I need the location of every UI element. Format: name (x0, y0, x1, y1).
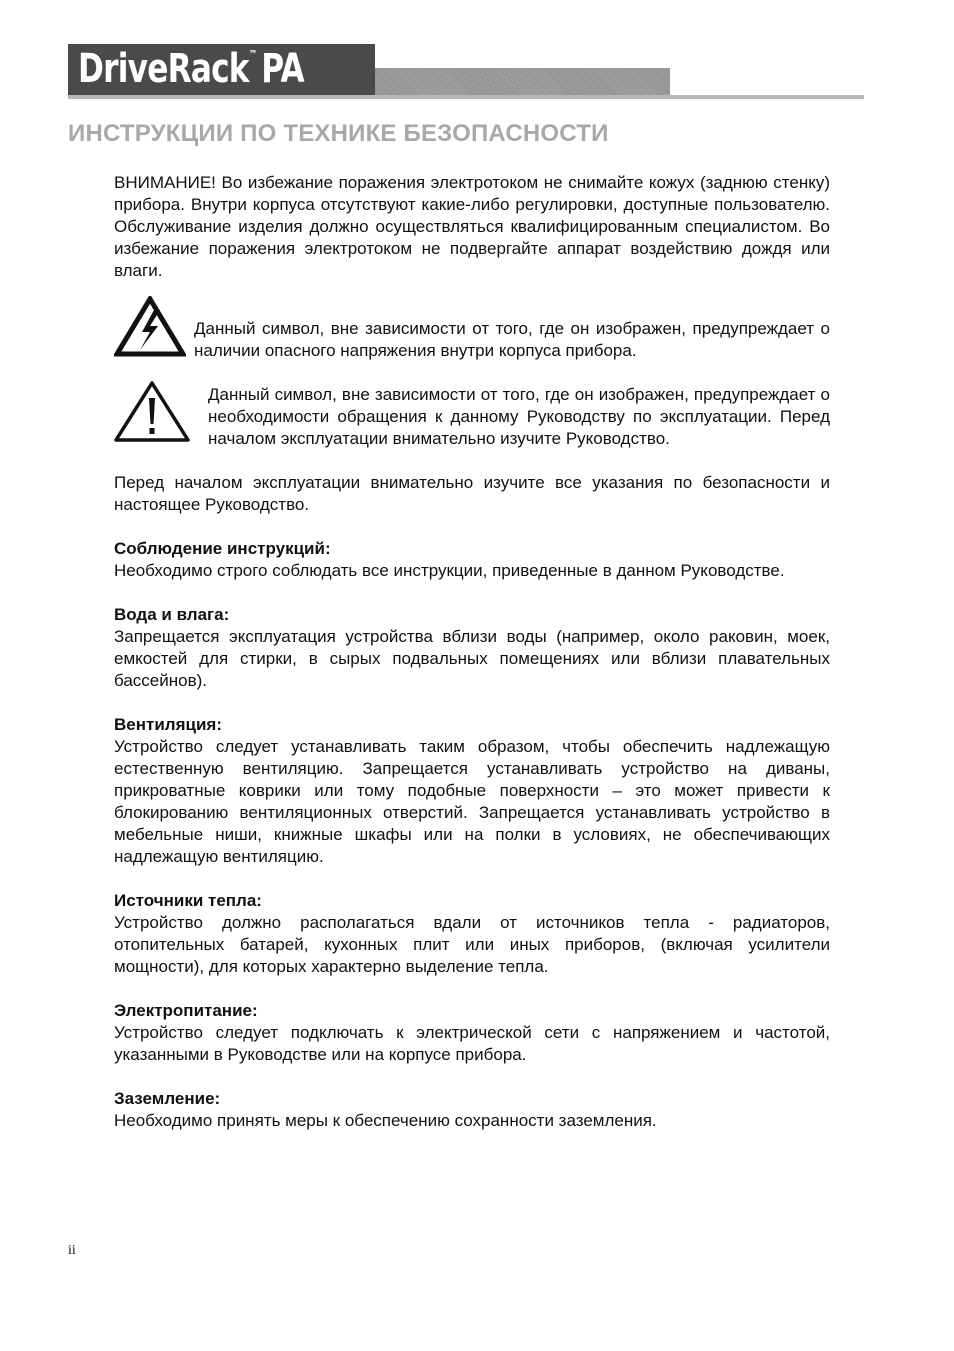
section-heading: Источники тепла: (114, 891, 262, 910)
manual-symbol-block (114, 384, 830, 450)
section-heading: Вентиляция: (114, 715, 222, 734)
section-heading: Вода и влага: (114, 605, 230, 624)
manual-symbol-text: Данный символ, вне зависимости от того, где он изображен, предупреждает о необходимости обращения к данному Руководству по эксплуатации. Перед началом эксплуатации внимательно изучите Руководство. (208, 385, 830, 448)
lightning-warning-icon (114, 296, 186, 358)
section-text: Устройство следует подключать к электрической сети с напряжением и частотой, указанными в Руководстве или на корпусе прибора. (114, 1023, 830, 1064)
banner-stripe (375, 68, 670, 95)
section-grounding (114, 1088, 830, 1132)
section-water (114, 604, 830, 692)
section-text: Устройство следует устанавливать таким образом, чтобы обеспечить надлежащую естественную вентиляцию. Запрещается устанавливать устройство на диваны, прикроватные коврики или тому подобные поверхности – это может привести к блокированию вентиляционных отверстий. Запрещается устанавливать устройство в мебельные ниши, книжные шкафы или на полки в условиях, не обеспечивающих надлежащую вентиляцию. (114, 737, 830, 866)
voltage-symbol-block (114, 304, 830, 362)
header-banner (68, 44, 864, 100)
intro-paragraph: Перед началом эксплуатации внимательно изучите все указания по безопасности и настоящее Руководство. (114, 473, 830, 514)
section-text: Запрещается эксплуатация устройства вблизи воды (например, около раковин, моек, емкостей для стирки, в сырых подвальных помещениях или вблизи плавательных бассейнов). (114, 627, 830, 690)
page-title: ИНСТРУКЦИИ ПО ТЕХНИКЕ БЕЗОПАСНОСТИ (68, 120, 609, 147)
exclamation-warning-icon (114, 380, 192, 444)
section-heading: Электропитание: (114, 1001, 258, 1020)
section-text: Необходимо строго соблюдать все инструкции, приведенные в данном Руководстве. (114, 561, 785, 580)
section-heat (114, 890, 830, 978)
banner-underline (68, 95, 864, 99)
page-number: ii (68, 1243, 76, 1258)
main-content (114, 172, 830, 1132)
section-heading: Заземление: (114, 1089, 221, 1108)
logo-tm: ™ (248, 48, 257, 61)
section-text: Устройство должно располагаться вдали от источников тепла - радиаторов, отопительных батарей, кухонных плит или иных приборов, (включая усилители мощности), для которых характерно выделение тепла. (114, 913, 830, 976)
warning-paragraph: ВНИМАНИЕ! Во избежание поражения электротоком не снимайте кожух (заднюю стенку) прибора. Внутри корпуса отсутствуют какие-либо регулировки, доступные пользователю. Обслуживание изделия должно осуществляться квалифицированным специалистом. Во избежание поражения электротоком не подвергайте аппарат воздействию дождя или влаги. (114, 173, 830, 280)
product-logo (78, 46, 304, 92)
voltage-symbol-text: Данный символ, вне зависимости от того, где он изображен, предупреждает о наличии опасного напряжения внутри корпуса прибора. (194, 319, 830, 360)
logo-main: DriveRack (78, 46, 249, 92)
logo-suffix: PA (261, 46, 304, 92)
section-instructions (114, 538, 830, 582)
section-heading: Соблюдение инструкций: (114, 539, 331, 558)
section-power (114, 1000, 830, 1066)
section-text: Необходимо принять меры к обеспечению сохранности заземления. (114, 1111, 657, 1130)
section-ventilation (114, 714, 830, 868)
